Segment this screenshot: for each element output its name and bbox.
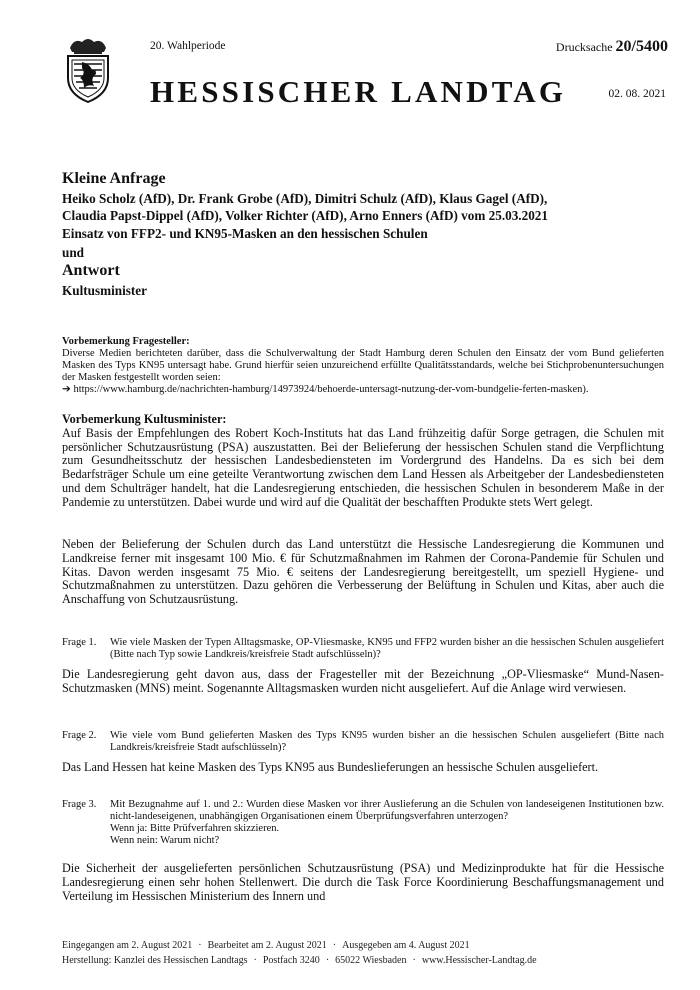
footer-issued: Ausgegeben am 4. August 2021 [342, 940, 470, 951]
footer-dates [62, 940, 470, 951]
question-1-label: Frage 1. [62, 637, 97, 648]
und-label: und [62, 245, 85, 260]
remark-minister-paragraph-1: Auf Basis der Empfehlungen des Robert Koch-Instituts hat das Land frühzeitig dafür Sorge getragen, die Schulen mit persönlicher Schutzausrüstung (PSA) auszustatten. Bei der Belieferung der hessischen Schulen stand die Verpflichtung zum Gesundheitsschutz der hessischen Landesbediensteten im Vordergrund des Handelns. Da es sich bei dem Bedarfsträger Schule um eine geteilte Verantwortung zwischen dem Land Hessen als Arbeitgeber der Landesbediensteten und dem Schulträger handelt, hat die Landesregierung entschieden, die hessischen Schulen in besonderem Maße in der Pandemie zu unterstützen. Dabei wurde und wird auf die Qualität der beschafften Produkte stets Wert gelegt. [62, 425, 664, 509]
footer-separator: · [412, 955, 416, 966]
question-3-label: Frage 3. [62, 799, 97, 810]
question-2 [62, 730, 664, 754]
remark-minister [62, 413, 664, 510]
question-3 [62, 799, 664, 847]
drucksache [556, 38, 668, 56]
drucksache-number: 20/5400 [615, 38, 668, 55]
footer-city: 65022 Wiesbaden [335, 955, 407, 966]
footer-publisher [62, 955, 537, 966]
hessen-crest-logo [60, 34, 116, 104]
arrow-icon: ➔ [62, 384, 71, 395]
footer-processed: Bearbeitet am 2. August 2021 [207, 940, 327, 951]
question-1-text: Wie viele Masken der Typen Alltagsmaske, OP-Vliesmaske, KN95 und FFP2 wurden bisher an die hessischen Schulen ausgeliefert (Bitte nach Typ sowie Landkreis/kreisfreie Stadt aufschlüsseln)? [110, 637, 664, 660]
remark-questioner-text: Diverse Medien berichteten darüber, dass die Schulverwaltung der Stadt Hamburg deren Schulen den Einsatz der vom Bund gelieferten Masken des Typs KN95 untersagt habe. Grund hierfür seien unzureichend erfüllte Qualitätsstandards, welche bei Stichprobenuntersuchungen der Masken festgestellt worden seien: [62, 348, 664, 383]
footer-received: Eingegangen am 2. August 2021 [62, 940, 193, 951]
responding-minister: Kultusminister [62, 283, 147, 298]
footer-separator: · [325, 955, 330, 966]
footer-separator: · [332, 940, 337, 951]
footer-production: Herstellung: Kanzlei des Hessischen Landtags [62, 955, 248, 966]
question-2-label: Frage 2. [62, 730, 97, 741]
question-3-if-yes: Wenn ja: Bitte Prüfverfahren skizzieren. [110, 823, 280, 834]
answer-3: Die Sicherheit der ausgelieferten persönlichen Schutzausrüstung (PSA) und Medizinprodukte hat für die Hessische Landesregierung einen sehr hohen Stellenwert. Die durch die Task Force Koordinierung Beschaffungsmanagement und Verteilung im Hessischen Ministerium des Innern und [62, 861, 664, 903]
question-3-text: Mit Bezugnahme auf 1. und 2.: Wurden diese Masken vor ihrer Auslieferung an die Schulen von landeseigenen Institutionen bzw. nicht-landeseigenen, unabhängigen Organisationen einem Überprüfungsverfahren unterzogen? [110, 799, 664, 822]
question-2-text: Wie viele vom Bund gelieferten Masken des Typs KN95 wurden bisher an die hessischen Schulen ausgeliefert (Bitte nach Landkreis/kreisfreie Stadt aufschlüsseln)? [110, 730, 664, 753]
authors-line-2: Claudia Papst-Dippel (AfD), Volker Richter (AfD), Arno Enners (AfD) vom 25.03.2021 [62, 208, 548, 223]
question-3-if-no: Wenn nein: Warum nicht? [110, 835, 220, 846]
inquiry-authors [62, 190, 662, 224]
legislative-period: 20. Wahlperiode [150, 40, 226, 52]
remark-questioner [62, 336, 664, 396]
inquiry-subject: Einsatz von FFP2- und KN95-Masken an den hessischen Schulen [62, 226, 428, 241]
answer-2: Das Land Hessen hat keine Masken des Typs KN95 aus Bundeslieferungen an hessische Schulen ausgeliefert. [62, 760, 599, 774]
drucksache-label: Drucksache [555, 40, 613, 54]
remark-questioner-heading: Vorbemerkung Fragesteller: [62, 336, 190, 347]
document-date: 02. 08. 2021 [608, 88, 666, 100]
antwort-heading: Antwort [62, 262, 120, 279]
remark-questioner-link-line [62, 384, 664, 396]
footer-website-link[interactable]: www.Hessischer-Landtag.de [421, 955, 537, 966]
remark-minister-paragraph-2: Neben der Belieferung der Schulen durch das Land unterstützt die Hessische Landesregierung die Kommunen und Landkreise ferner mit insgesamt 100 Mio. € für Schutzmaßnahmen im Rahmen der Corona-Pandemie für Schulen und Kitas. Davon werden insgesamt 75 Mio. € seitens der Landesregierung bereitgestellt, um speziell Hygiene- und Schutzmaßnahmen zu unterstützen. Dazu gehören die Verbesserung der Belüftung in Schulen und Kitas, aber auch die Anschaffung von Schutzausrüstung. [62, 537, 664, 607]
document-title: HESSISCHER LANDTAG [150, 74, 567, 109]
inquiry-type: Kleine Anfrage [62, 170, 166, 187]
source-link[interactable]: https://www.hamburg.de/nachrichten-hamburg/14973924/behoerde-untersagt-nutzung-der-vom-bundgelie-ferten-masken). [73, 384, 589, 395]
footer-separator: · [198, 940, 202, 951]
authors-line-1: Heiko Scholz (AfD), Dr. Frank Grobe (AfD), Dimitri Schulz (AfD), Klaus Gagel (AfD), [62, 191, 548, 206]
remark-minister-heading: Vorbemerkung Kultusminister: [62, 412, 227, 426]
question-1 [62, 637, 664, 661]
answer-1: Die Landesregierung geht davon aus, dass der Fragesteller mit der Bezeichnung „OP-Vliesmaske“ Mund-Nasen-Schutzmasken (MNS) meint. Sogenannte Alltagsmasken wurden nicht ausgeliefert. Auf die Anlage wird verwiesen. [62, 667, 664, 695]
footer-separator: · [253, 955, 257, 966]
footer-postbox: Postfach 3240 [262, 955, 320, 966]
